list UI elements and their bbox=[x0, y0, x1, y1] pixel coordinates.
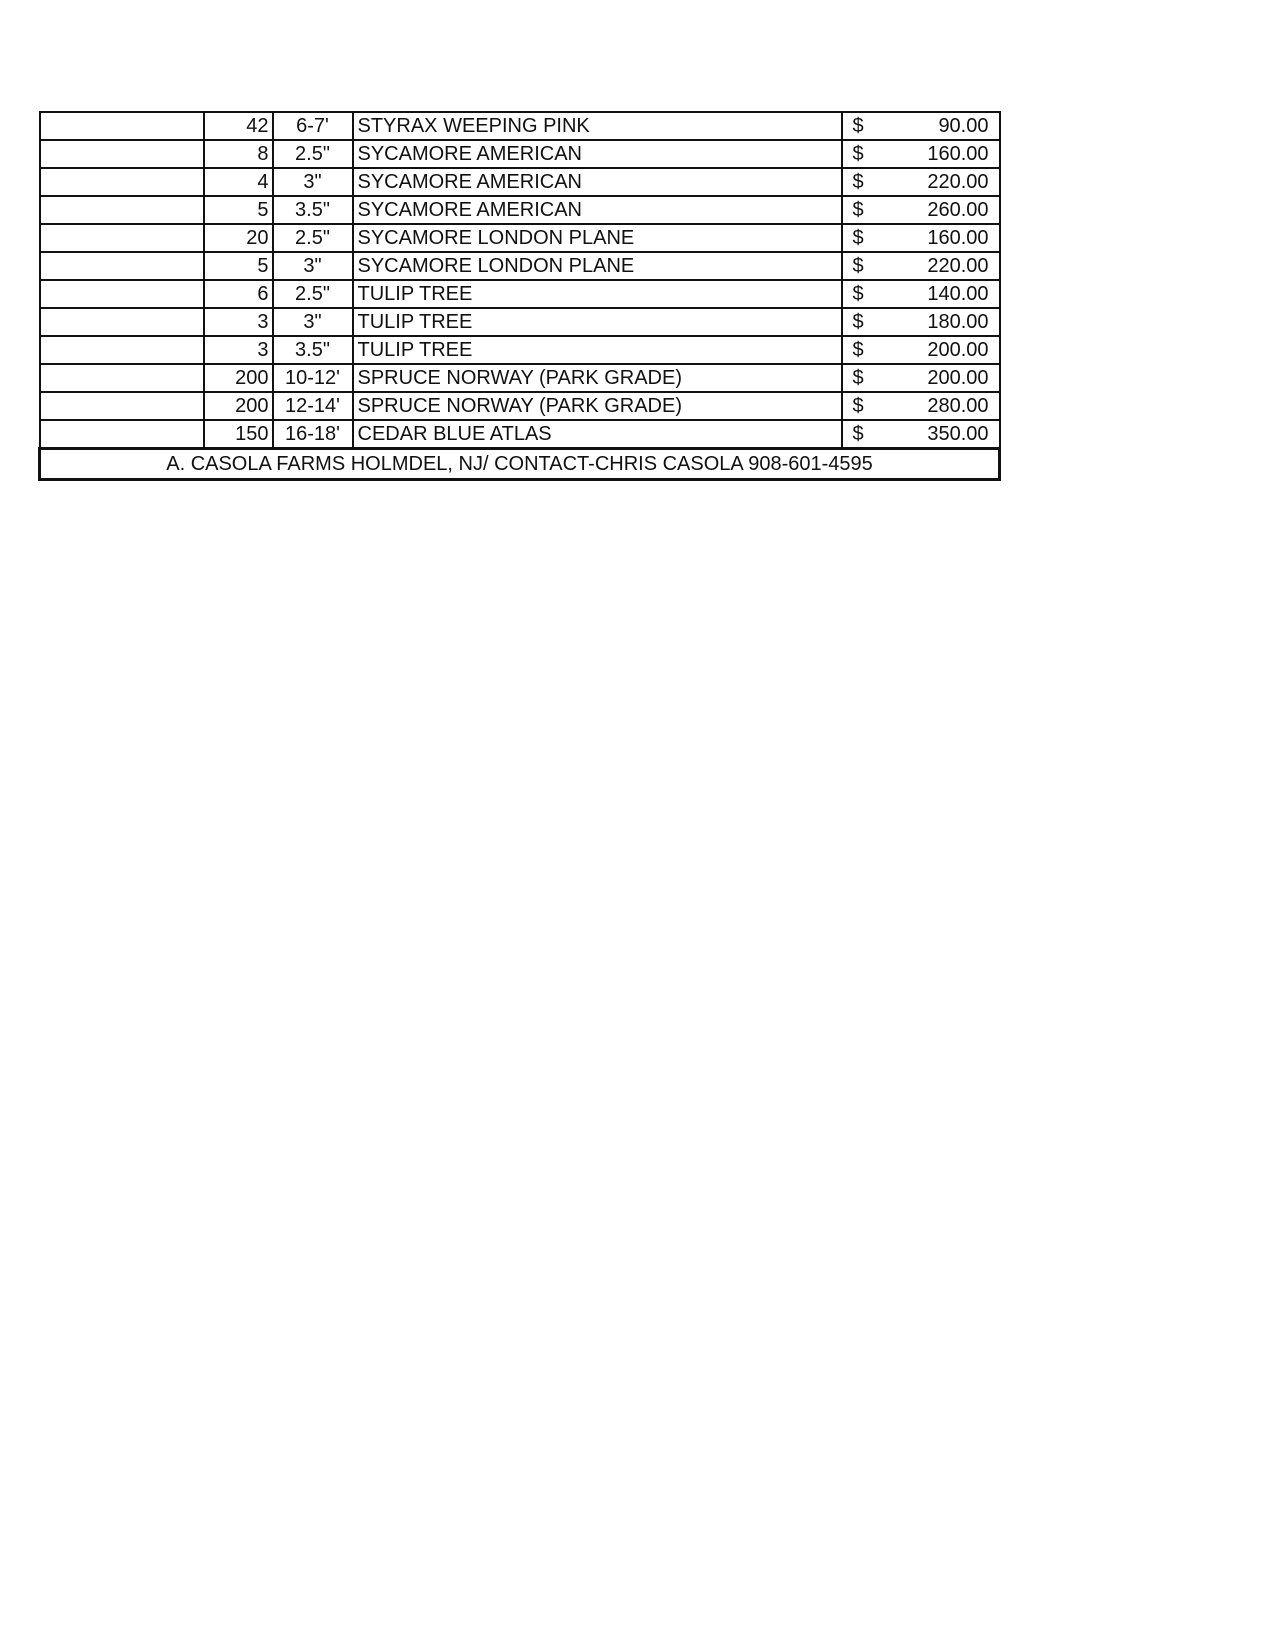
currency-symbol: $ bbox=[852, 311, 864, 333]
description-cell: STYRAX WEEPING PINK bbox=[353, 112, 842, 140]
quantity-cell: 20 bbox=[204, 224, 273, 252]
quantity-cell: 3 bbox=[204, 308, 273, 336]
quantity-cell: 8 bbox=[204, 140, 273, 168]
size-cell: 12-14' bbox=[273, 392, 353, 420]
currency-symbol: $ bbox=[852, 283, 864, 305]
size-cell: 2.5" bbox=[273, 224, 353, 252]
size-cell: 3" bbox=[273, 252, 353, 280]
blank-cell bbox=[40, 336, 204, 364]
price-cell bbox=[842, 280, 1000, 308]
blank-cell bbox=[40, 308, 204, 336]
blank-cell bbox=[40, 280, 204, 308]
price-cell bbox=[842, 308, 1000, 336]
description-cell: SYCAMORE LONDON PLANE bbox=[353, 252, 842, 280]
table-row bbox=[40, 280, 1000, 308]
blank-cell bbox=[40, 112, 204, 140]
size-cell: 3.5" bbox=[273, 196, 353, 224]
quantity-cell: 4 bbox=[204, 168, 273, 196]
blank-cell bbox=[40, 168, 204, 196]
size-cell: 3" bbox=[273, 308, 353, 336]
table-row bbox=[40, 112, 1000, 140]
quantity-cell: 3 bbox=[204, 336, 273, 364]
currency-symbol: $ bbox=[852, 423, 864, 445]
table-row bbox=[40, 168, 1000, 196]
blank-cell bbox=[40, 392, 204, 420]
farm-contact-footer: A. CASOLA FARMS HOLMDEL, NJ/ CONTACT-CHRIS CASOLA 908-601-4595 bbox=[40, 449, 1000, 480]
description-cell: TULIP TREE bbox=[353, 280, 842, 308]
description-cell: TULIP TREE bbox=[353, 308, 842, 336]
currency-symbol: $ bbox=[852, 395, 864, 417]
size-cell: 10-12' bbox=[273, 364, 353, 392]
quantity-cell: 42 bbox=[204, 112, 273, 140]
description-cell: SYCAMORE AMERICAN bbox=[353, 168, 842, 196]
price-value: 260.00 bbox=[927, 199, 989, 221]
blank-cell bbox=[40, 140, 204, 168]
price-cell bbox=[842, 140, 1000, 168]
price-list-table bbox=[38, 111, 1001, 481]
blank-cell bbox=[40, 420, 204, 449]
price-cell bbox=[842, 112, 1000, 140]
price-value: 280.00 bbox=[927, 395, 989, 417]
size-cell: 2.5" bbox=[273, 280, 353, 308]
size-cell: 16-18' bbox=[273, 420, 353, 449]
currency-symbol: $ bbox=[852, 199, 864, 221]
table-row bbox=[40, 140, 1000, 168]
size-cell: 3.5" bbox=[273, 336, 353, 364]
quantity-cell: 200 bbox=[204, 392, 273, 420]
price-value: 160.00 bbox=[927, 143, 989, 165]
currency-symbol: $ bbox=[852, 227, 864, 249]
table-row bbox=[40, 196, 1000, 224]
description-cell: SYCAMORE LONDON PLANE bbox=[353, 224, 842, 252]
price-cell bbox=[842, 364, 1000, 392]
currency-symbol: $ bbox=[852, 171, 864, 193]
price-value: 140.00 bbox=[927, 283, 989, 305]
price-value: 160.00 bbox=[927, 227, 989, 249]
price-cell bbox=[842, 252, 1000, 280]
table-row bbox=[40, 336, 1000, 364]
footer-row bbox=[40, 449, 1000, 480]
price-value: 350.00 bbox=[927, 423, 989, 445]
quantity-cell: 6 bbox=[204, 280, 273, 308]
description-cell: SYCAMORE AMERICAN bbox=[353, 140, 842, 168]
price-cell bbox=[842, 196, 1000, 224]
blank-cell bbox=[40, 224, 204, 252]
price-cell bbox=[842, 420, 1000, 449]
size-cell: 6-7' bbox=[273, 112, 353, 140]
table-row bbox=[40, 252, 1000, 280]
table-row bbox=[40, 364, 1000, 392]
blank-cell bbox=[40, 196, 204, 224]
description-cell: SPRUCE NORWAY (PARK GRADE) bbox=[353, 392, 842, 420]
price-value: 220.00 bbox=[927, 171, 989, 193]
price-cell bbox=[842, 392, 1000, 420]
currency-symbol: $ bbox=[852, 255, 864, 277]
description-cell: SYCAMORE AMERICAN bbox=[353, 196, 842, 224]
quantity-cell: 5 bbox=[204, 196, 273, 224]
price-value: 90.00 bbox=[938, 115, 989, 137]
price-value: 200.00 bbox=[927, 339, 989, 361]
price-cell bbox=[842, 336, 1000, 364]
size-cell: 3" bbox=[273, 168, 353, 196]
price-value: 180.00 bbox=[927, 311, 989, 333]
blank-cell bbox=[40, 364, 204, 392]
table-row bbox=[40, 308, 1000, 336]
quantity-cell: 5 bbox=[204, 252, 273, 280]
table-row bbox=[40, 392, 1000, 420]
currency-symbol: $ bbox=[852, 339, 864, 361]
price-cell bbox=[842, 224, 1000, 252]
blank-cell bbox=[40, 252, 204, 280]
size-cell: 2.5" bbox=[273, 140, 353, 168]
price-value: 220.00 bbox=[927, 255, 989, 277]
description-cell: TULIP TREE bbox=[353, 336, 842, 364]
currency-symbol: $ bbox=[852, 115, 864, 137]
description-cell: SPRUCE NORWAY (PARK GRADE) bbox=[353, 364, 842, 392]
price-value: 200.00 bbox=[927, 367, 989, 389]
quantity-cell: 150 bbox=[204, 420, 273, 449]
price-list-body bbox=[40, 112, 1000, 449]
currency-symbol: $ bbox=[852, 143, 864, 165]
table-row bbox=[40, 420, 1000, 449]
currency-symbol: $ bbox=[852, 367, 864, 389]
description-cell: CEDAR BLUE ATLAS bbox=[353, 420, 842, 449]
quantity-cell: 200 bbox=[204, 364, 273, 392]
table-row bbox=[40, 224, 1000, 252]
price-cell bbox=[842, 168, 1000, 196]
